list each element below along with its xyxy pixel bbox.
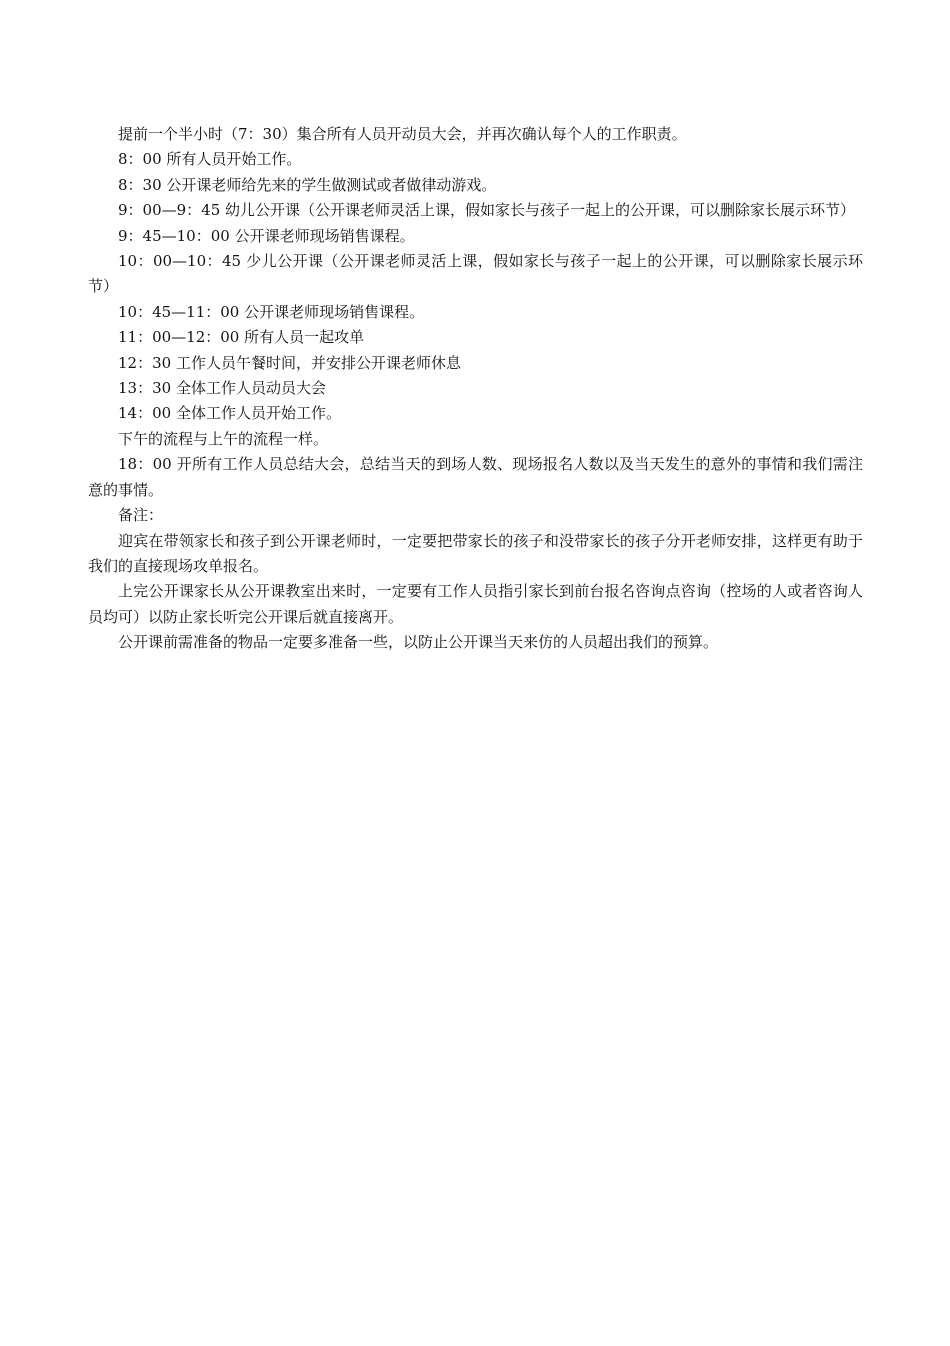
paragraph-afternoon: 下午的流程与上午的流程一样。 <box>118 429 329 448</box>
paragraph-1045: 10：45—11：00 公开课老师现场销售课程。 <box>118 302 425 321</box>
note-greeter: 迎宾在带领家长和孩子到公开课老师时，一定要把带家长的孩子和没带家长的孩子分开老师安排，这样更有助于我们的直接现场攻单报名。 <box>88 531 863 575</box>
paragraph-assembly: 提前一个半小时（7：30）集合所有人员开动员大会，并再次确认每个人的工作职责。 <box>118 125 687 143</box>
paragraph-0900: 9：00—9：45 幼儿公开课（公开课老师灵活上课，假如家长与孩子一起上的公开课，可以删除家长展示环节） <box>118 201 856 220</box>
paragraph-1000: 10：00—10：45 少儿公开课（公开课老师灵活上课，假如家长与孩子一起上的公开课，可以删除家长展示环节） <box>88 252 863 296</box>
paragraph-1800: 18：00 开所有工作人员总结大会，总结当天的到场人数、现场报名人数以及当天发生的意外的事情和我们需注意的事情。 <box>88 455 863 499</box>
paragraph-1400: 14：00 全体工作人员开始工作。 <box>118 404 341 423</box>
paragraph-0800: 8：00 所有人员开始工作。 <box>118 150 302 169</box>
paragraph-1100: 11：00—12：00 所有人员一起攻单 <box>118 328 365 347</box>
note-supplies: 公开课前需准备的物品一定要多准备一些，以防止公开课当天来仿的人员超出我们的预算。 <box>118 633 719 652</box>
paragraph-0945: 9：45—10：00 公开课老师现场销售课程。 <box>118 226 415 245</box>
paragraph-1230: 12：30 工作人员午餐时间，并安排公开课老师休息 <box>118 353 461 372</box>
document-page <box>88 122 863 656</box>
notes-heading: 备注： <box>118 506 164 525</box>
paragraph-0830: 8：30 公开课老师给先来的学生做测试或者做律动游戏。 <box>118 175 497 194</box>
note-after-class: 上完公开课家长从公开课教室出来时，一定要有工作人员指引家长到前台报名咨询点咨询（控场的人或者咨询人员均可）以防止家长听完公开课后就直接离开。 <box>88 582 863 626</box>
paragraph-1330: 13：30 全体工作人员动员大会 <box>118 379 326 398</box>
